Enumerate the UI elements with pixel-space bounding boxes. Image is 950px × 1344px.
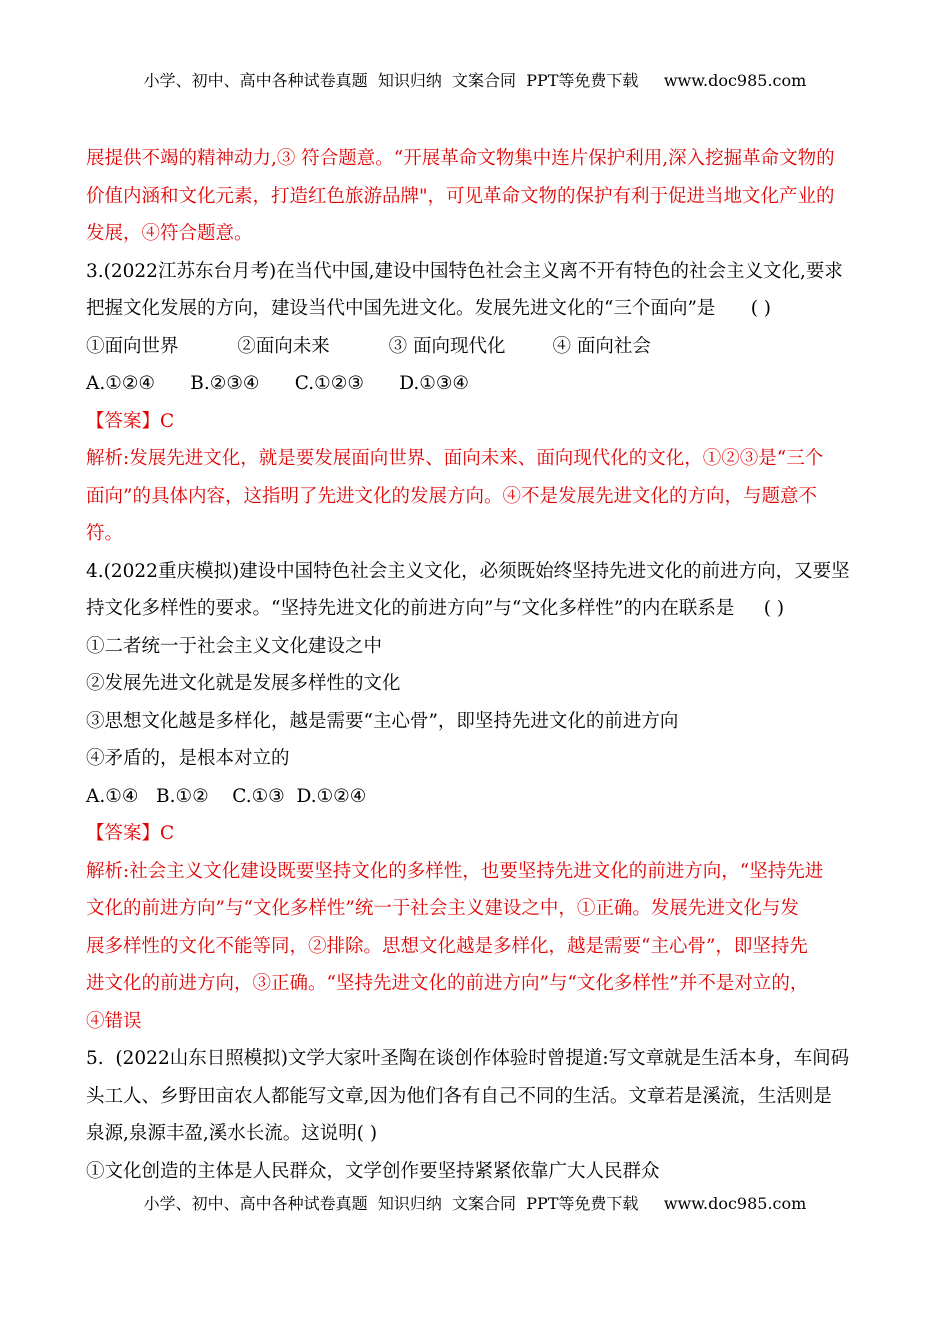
- explanation-line: 价值内涵和文化元素，打造红色旅游品牌"，可见革命文物的保护有利于促进当地文化产业的: [86, 185, 835, 207]
- page-header: 小学、初中、高中各种试卷真题 知识归纳 文案合同 PPT等免费下载 www.doc985.com: [143, 71, 807, 90]
- question-5-stem: 泉源,泉源丰盈,溪水长流。这说明( ): [86, 1123, 378, 1144]
- question-4-statement: ①二者统一于社会主义文化建设之中: [86, 635, 383, 657]
- question-4-stem: 持文化多样性的要求。“坚持先进文化的前进方向”与“文化多样性”的内在联系是 ( ): [86, 598, 785, 619]
- explanation-line: 文化的前进方向”与“文化多样性”统一于社会主义建设之中，①正确。发展先进文化与发: [86, 898, 799, 919]
- answer-label: 【答案】C: [86, 823, 175, 844]
- explanation-line: 面向”的具体内容，这指明了先进文化的发展方向。④不是发展先进文化的方向，与题意不: [86, 485, 817, 507]
- question-3-options: A.①②④ B.②③④ C.①②③ D.①③④: [86, 373, 470, 394]
- explanation-line: 解析:发展先进文化，就是要发展面向世界、面向未来、面向现代化的文化，①②③是“三个: [86, 448, 824, 469]
- question-3-statements: ①面向世界 ②面向未来 ③ 面向现代化 ④ 面向社会: [86, 335, 651, 357]
- explanation-line: 进文化的前进方向，③正确。“坚持先进文化的前进方向”与“文化多样性”并不是对立的，: [86, 973, 809, 994]
- question-3-stem: 3.(2022江苏东台月考)在当代中国,建设中国特色社会主义离不开有特色的社会主义文化,要求: [86, 260, 843, 282]
- answer-label: 【答案】C: [86, 410, 175, 432]
- question-5-stem: 头工人、乡野田亩农人都能写文章,因为他们各有自己不同的生活。文章若是溪流，生活则是: [86, 1085, 832, 1107]
- question-3-stem: 把握文化发展的方向，建设当代中国先进文化。发展先进文化的“三个面向”是 ( ): [86, 298, 772, 319]
- page-footer: 小学、初中、高中各种试卷真题 知识归纳 文案合同 PPT等免费下载 www.doc985.com: [143, 1194, 807, 1213]
- explanation-line: 解析:社会主义文化建设既要坚持文化的多样性，也要坚持先进文化的前进方向，“坚持先进: [86, 860, 824, 882]
- question-4-statement: ③思想文化越是多样化，越是需要“主心骨”，即坚持先进文化的前进方向: [86, 710, 679, 732]
- question-5-stem: 5. (2022山东日照模拟)文学大家叶圣陶在谈创作体验时曾提道:写文章就是生活本身，车间码: [86, 1048, 850, 1069]
- explanation-line: ④错误: [86, 1010, 142, 1032]
- question-4-options: A.①④ B.①② C.①③ D.①②④: [86, 785, 367, 807]
- explanation-line: 符。: [86, 523, 124, 544]
- document-body: [86, 140, 872, 1190]
- question-4-statement: ④矛盾的，是根本对立的: [86, 748, 290, 769]
- question-4-stem: 4.(2022重庆模拟)建设中国特色社会主义文化，必须既始终坚持先进文化的前进方向，又要坚: [86, 560, 850, 582]
- explanation-line: 展多样性的文化不能等同，②排除。思想文化越是多样化，越是需要“主心骨”，即坚持先: [86, 935, 808, 957]
- question-5-statement: ①文化创造的主体是人民群众，文学创作要坚持紧紧依靠广大人民群众: [86, 1160, 660, 1182]
- explanation-line: 发展，④符合题意。: [86, 223, 253, 244]
- question-4-statement: ②发展先进文化就是发展多样性的文化: [86, 673, 401, 694]
- explanation-line: 展提供不竭的精神动力,③ 符合题意。“开展革命文物集中连片保护利用,深入挖掘革命文物的: [86, 148, 835, 169]
